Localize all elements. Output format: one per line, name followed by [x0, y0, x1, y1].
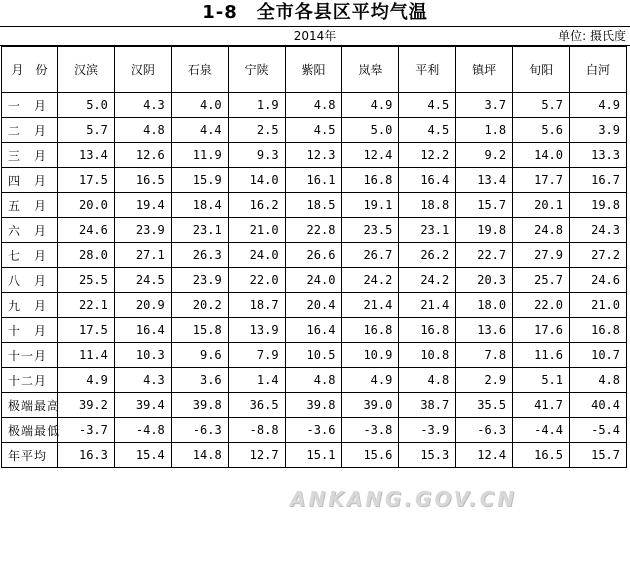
subtitle-row: [0, 26, 630, 46]
temperature-cell: 27.9: [513, 243, 570, 268]
temperature-cell: 22.1: [58, 293, 115, 318]
temperature-cell: 24.8: [513, 218, 570, 243]
table-row: [2, 143, 627, 168]
temperature-cell: -5.4: [570, 418, 627, 443]
temperature-cell: 41.7: [513, 393, 570, 418]
table-row: [2, 418, 627, 443]
temperature-cell: 15.6: [342, 443, 399, 468]
temperature-cell: 22.8: [285, 218, 342, 243]
temperature-cell: 39.8: [285, 393, 342, 418]
temperature-cell: 16.2: [228, 193, 285, 218]
temperature-cell: 24.2: [342, 268, 399, 293]
temperature-cell: 23.1: [171, 218, 228, 243]
temperature-cell: 5.1: [513, 368, 570, 393]
temperature-cell: 24.3: [570, 218, 627, 243]
row-label: 七 月: [2, 243, 58, 268]
temperature-cell: 10.7: [570, 343, 627, 368]
temperature-cell: 14.8: [171, 443, 228, 468]
table-row: [2, 168, 627, 193]
table-title: 1-8 全市各县区平均气温: [202, 2, 428, 23]
temperature-cell: 10.8: [399, 343, 456, 368]
temperature-cell: 18.7: [228, 293, 285, 318]
temperature-cell: 35.5: [456, 393, 513, 418]
temperature-cell: 16.5: [114, 168, 171, 193]
temperature-cell: 13.9: [228, 318, 285, 343]
temperature-cell: 18.0: [456, 293, 513, 318]
temperature-cell: 12.4: [456, 443, 513, 468]
temperature-cell: 11.4: [58, 343, 115, 368]
temperature-cell: 9.6: [171, 343, 228, 368]
table-row: [2, 118, 627, 143]
temperature-cell: 26.6: [285, 243, 342, 268]
temperature-cell: 39.2: [58, 393, 115, 418]
temperature-cell: 15.1: [285, 443, 342, 468]
row-label: 极端最低: [2, 418, 58, 443]
temperature-cell: 18.5: [285, 193, 342, 218]
temperature-cell: 19.8: [456, 218, 513, 243]
column-header-county: 石泉: [171, 47, 228, 93]
column-header-county: 岚皋: [342, 47, 399, 93]
temperature-cell: 14.0: [228, 168, 285, 193]
temperature-cell: 3.7: [456, 93, 513, 118]
table-row: [2, 268, 627, 293]
temperature-cell: 20.3: [456, 268, 513, 293]
temperature-cell: 1.4: [228, 368, 285, 393]
temperature-cell: 17.6: [513, 318, 570, 343]
table-row: [2, 318, 627, 343]
temperature-cell: 15.8: [171, 318, 228, 343]
temperature-cell: 4.8: [570, 368, 627, 393]
temperature-cell: 5.7: [513, 93, 570, 118]
temperature-cell: 38.7: [399, 393, 456, 418]
temperature-cell: 16.4: [114, 318, 171, 343]
temperature-cell: 15.3: [399, 443, 456, 468]
temperature-cell: 4.4: [171, 118, 228, 143]
column-header-county: 宁陕: [228, 47, 285, 93]
temperature-cell: 20.0: [58, 193, 115, 218]
temperature-cell: 15.7: [456, 193, 513, 218]
temperature-cell: 1.9: [228, 93, 285, 118]
temperature-cell: 4.8: [114, 118, 171, 143]
temperature-cell: 4.9: [58, 368, 115, 393]
row-label: 极端最高: [2, 393, 58, 418]
row-label: 八 月: [2, 268, 58, 293]
temperature-cell: -3.8: [342, 418, 399, 443]
temperature-cell: 16.4: [399, 168, 456, 193]
table-row: [2, 93, 627, 118]
temperature-cell: -4.4: [513, 418, 570, 443]
temperature-cell: 17.5: [58, 168, 115, 193]
temperature-cell: 3.6: [171, 368, 228, 393]
temperature-cell: 39.4: [114, 393, 171, 418]
year-label: 2014年: [293, 29, 337, 43]
column-header-county: 汉滨: [58, 47, 115, 93]
table-body: [2, 93, 627, 468]
temperature-table: [1, 46, 627, 468]
temperature-cell: 24.6: [58, 218, 115, 243]
temperature-cell: 5.7: [58, 118, 115, 143]
temperature-cell: 21.4: [342, 293, 399, 318]
temperature-cell: 12.3: [285, 143, 342, 168]
row-label: 年平均: [2, 443, 58, 468]
temperature-cell: 16.8: [570, 318, 627, 343]
temperature-cell: 7.8: [456, 343, 513, 368]
temperature-cell: 11.6: [513, 343, 570, 368]
column-header-county: 平利: [399, 47, 456, 93]
temperature-cell: 4.5: [399, 93, 456, 118]
site-watermark: ANKANG.GOV.CN: [290, 487, 518, 511]
column-header-county: 紫阳: [285, 47, 342, 93]
table-row: [2, 243, 627, 268]
row-label: 九 月: [2, 293, 58, 318]
temperature-cell: -8.8: [228, 418, 285, 443]
temperature-cell: -3.6: [285, 418, 342, 443]
temperature-cell: 4.3: [114, 93, 171, 118]
temperature-cell: 12.6: [114, 143, 171, 168]
temperature-cell: 21.4: [399, 293, 456, 318]
temperature-cell: 27.2: [570, 243, 627, 268]
temperature-cell: 7.9: [228, 343, 285, 368]
temperature-cell: 13.3: [570, 143, 627, 168]
temperature-cell: 22.0: [513, 293, 570, 318]
temperature-cell: 16.7: [570, 168, 627, 193]
temperature-cell: 13.4: [58, 143, 115, 168]
temperature-cell: 12.7: [228, 443, 285, 468]
temperature-cell: 1.8: [456, 118, 513, 143]
temperature-cell: 3.9: [570, 118, 627, 143]
temperature-cell: 16.8: [342, 168, 399, 193]
temperature-cell: 4.5: [399, 118, 456, 143]
temperature-cell: 10.3: [114, 343, 171, 368]
temperature-cell: 24.2: [399, 268, 456, 293]
temperature-cell: 20.9: [114, 293, 171, 318]
temperature-cell: -6.3: [171, 418, 228, 443]
temperature-cell: 5.0: [58, 93, 115, 118]
temperature-cell: -4.8: [114, 418, 171, 443]
table-row: [2, 218, 627, 243]
temperature-cell: 4.0: [171, 93, 228, 118]
column-header-county: 镇坪: [456, 47, 513, 93]
table-row: [2, 343, 627, 368]
row-label: 二 月: [2, 118, 58, 143]
temperature-cell: 23.1: [399, 218, 456, 243]
temperature-cell: 25.7: [513, 268, 570, 293]
row-label: 十 月: [2, 318, 58, 343]
temperature-cell: 19.4: [114, 193, 171, 218]
column-header-county: 白河: [570, 47, 627, 93]
row-label: 三 月: [2, 143, 58, 168]
temperature-cell: 4.5: [285, 118, 342, 143]
row-label: 四 月: [2, 168, 58, 193]
table-row: [2, 443, 627, 468]
temperature-cell: 28.0: [58, 243, 115, 268]
temperature-cell: 5.6: [513, 118, 570, 143]
temperature-cell: 16.4: [285, 318, 342, 343]
temperature-cell: 17.7: [513, 168, 570, 193]
table-header: [2, 47, 627, 93]
temperature-cell: 20.2: [171, 293, 228, 318]
column-header-month: 月 份: [2, 47, 58, 93]
temperature-cell: 25.5: [58, 268, 115, 293]
table-row: [2, 393, 627, 418]
temperature-cell: 10.5: [285, 343, 342, 368]
temperature-cell: 12.2: [399, 143, 456, 168]
temperature-cell: 23.5: [342, 218, 399, 243]
temperature-cell: 26.7: [342, 243, 399, 268]
row-label: 十一月: [2, 343, 58, 368]
temperature-cell: 20.1: [513, 193, 570, 218]
column-header-county: 旬阳: [513, 47, 570, 93]
temperature-cell: 22.0: [228, 268, 285, 293]
temperature-cell: 4.8: [285, 368, 342, 393]
temperature-cell: 16.8: [399, 318, 456, 343]
temperature-cell: 13.6: [456, 318, 513, 343]
temperature-cell: 36.5: [228, 393, 285, 418]
temperature-cell: 10.9: [342, 343, 399, 368]
temperature-cell: 15.9: [171, 168, 228, 193]
temperature-cell: 5.0: [342, 118, 399, 143]
temperature-cell: 21.0: [228, 218, 285, 243]
temperature-cell: 9.2: [456, 143, 513, 168]
temperature-cell: 4.9: [342, 368, 399, 393]
temperature-cell: -3.9: [399, 418, 456, 443]
temperature-cell: 20.4: [285, 293, 342, 318]
temperature-cell: 27.1: [114, 243, 171, 268]
temperature-cell: 16.5: [513, 443, 570, 468]
row-label: 六 月: [2, 218, 58, 243]
temperature-cell: 2.9: [456, 368, 513, 393]
temperature-cell: 26.2: [399, 243, 456, 268]
temperature-cell: 39.0: [342, 393, 399, 418]
temperature-cell: 14.0: [513, 143, 570, 168]
temperature-cell: 22.7: [456, 243, 513, 268]
temperature-cell: 2.5: [228, 118, 285, 143]
temperature-cell: 23.9: [114, 218, 171, 243]
temperature-cell: 24.0: [228, 243, 285, 268]
temperature-cell: 13.4: [456, 168, 513, 193]
temperature-cell: 4.9: [342, 93, 399, 118]
temperature-cell: 24.5: [114, 268, 171, 293]
temperature-cell: 39.8: [171, 393, 228, 418]
temperature-cell: 18.4: [171, 193, 228, 218]
row-label: 一 月: [2, 93, 58, 118]
row-label: 十二月: [2, 368, 58, 393]
temperature-cell: 11.9: [171, 143, 228, 168]
unit-label: 单位: 摄氏度: [558, 29, 626, 43]
temperature-cell: 4.8: [285, 93, 342, 118]
temperature-cell: 9.3: [228, 143, 285, 168]
header-row: [2, 47, 627, 93]
temperature-cell: 26.3: [171, 243, 228, 268]
temperature-cell: 16.8: [342, 318, 399, 343]
temperature-cell: 15.4: [114, 443, 171, 468]
temperature-cell: 4.9: [570, 93, 627, 118]
temperature-cell: -3.7: [58, 418, 115, 443]
temperature-cell: 4.3: [114, 368, 171, 393]
table-row: [2, 368, 627, 393]
temperature-cell: 24.6: [570, 268, 627, 293]
temperature-cell: 17.5: [58, 318, 115, 343]
temperature-cell: 21.0: [570, 293, 627, 318]
table-row: [2, 193, 627, 218]
temperature-cell: 23.9: [171, 268, 228, 293]
temperature-cell: 24.0: [285, 268, 342, 293]
row-label: 五 月: [2, 193, 58, 218]
temperature-cell: -6.3: [456, 418, 513, 443]
temperature-cell: 4.8: [399, 368, 456, 393]
temperature-cell: 15.7: [570, 443, 627, 468]
temperature-cell: 16.1: [285, 168, 342, 193]
temperature-cell: 40.4: [570, 393, 627, 418]
column-header-county: 汉阴: [114, 47, 171, 93]
temperature-cell: 16.3: [58, 443, 115, 468]
table-row: [2, 293, 627, 318]
temperature-cell: 12.4: [342, 143, 399, 168]
temperature-cell: 18.8: [399, 193, 456, 218]
temperature-cell: 19.8: [570, 193, 627, 218]
temperature-cell: 19.1: [342, 193, 399, 218]
